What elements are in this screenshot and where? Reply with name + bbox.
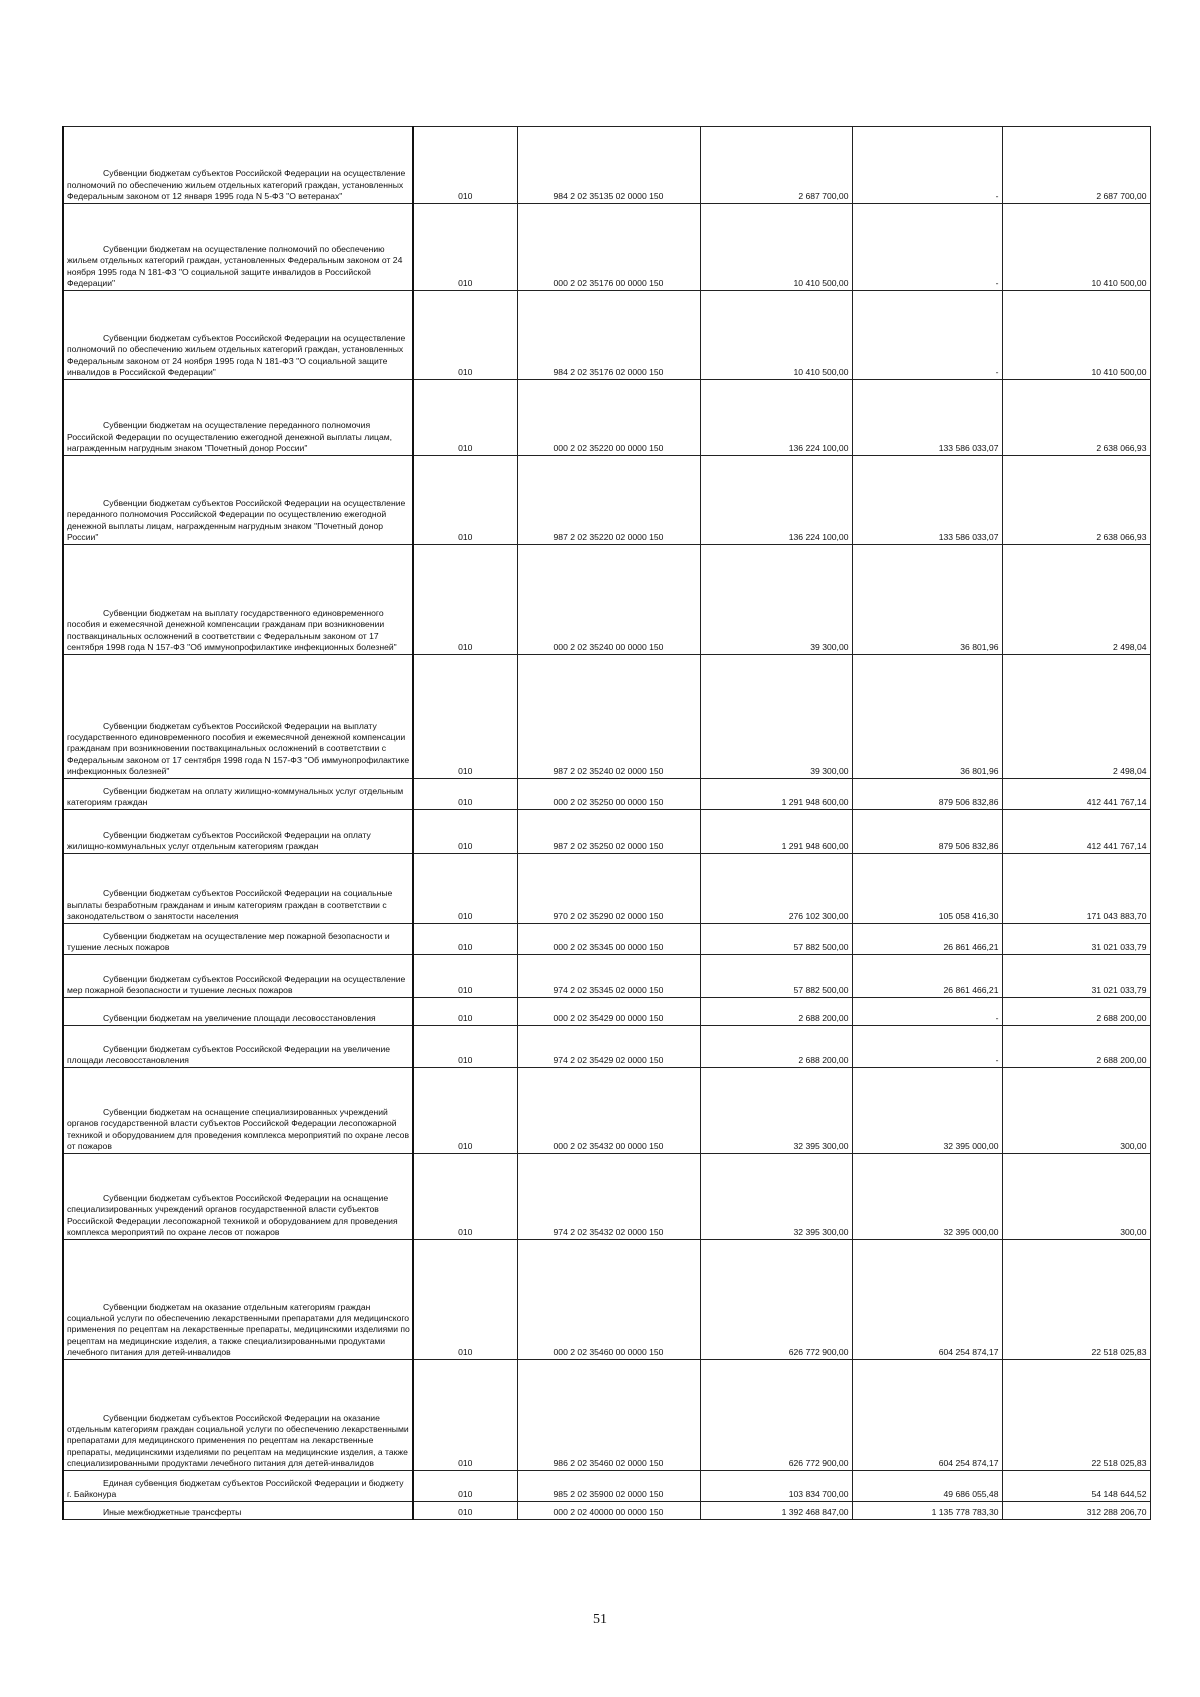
row-kbk: 000 2 02 35240 00 0000 150 [517, 545, 700, 655]
row-kbk: 000 2 02 35432 00 0000 150 [517, 1068, 700, 1154]
row-name-text: Субвенции бюджетам субъектов Российской Федерации на осуществление полномочий по обеспечению жильем отдельных категорий граждан, установленных Федеральным законом от 12 января 1995 года N 5-ФЗ "О ветеранах" [67, 168, 406, 201]
row-kbk: 000 2 02 35220 00 0000 150 [517, 380, 700, 456]
row-unexecuted: 22 518 025,83 [1002, 1360, 1150, 1471]
row-executed: - [852, 1026, 1002, 1068]
table-row [63, 998, 1150, 1026]
table-row [63, 924, 1150, 955]
row-code: 010 [413, 204, 517, 291]
row-unexecuted: 10 410 500,00 [1002, 204, 1150, 291]
table-row [63, 955, 1150, 998]
row-kbk: 986 2 02 35460 02 0000 150 [517, 1360, 700, 1471]
row-name [63, 1068, 413, 1154]
row-executed: - [852, 127, 1002, 204]
row-name-text: Субвенции бюджетам на увеличение площади лесовосстановления [103, 1012, 376, 1023]
row-unexecuted: 2 498,04 [1002, 655, 1150, 779]
row-code: 010 [413, 1360, 517, 1471]
table-row [63, 1360, 1150, 1471]
row-executed: 133 586 033,07 [852, 456, 1002, 545]
row-kbk: 000 2 02 35460 00 0000 150 [517, 1240, 700, 1360]
row-code: 010 [413, 779, 517, 810]
row-code: 010 [413, 924, 517, 955]
row-approved: 2 688 200,00 [700, 998, 852, 1026]
table-row [63, 291, 1150, 380]
row-executed: 36 801,96 [852, 655, 1002, 779]
row-code: 010 [413, 854, 517, 924]
page-number: 51 [593, 1612, 607, 1627]
row-code: 010 [413, 291, 517, 380]
row-name-text: Субвенции бюджетам на оказание отдельным категориям граждан социальной услуги по обеспечению лекарственными препаратами для медицинского применения по рецептам на лекарственные препараты, медицинскими изделиями по рецептам на медицинские изделия, а также специализированными продуктами лечебного питания для детей-инвалидов [67, 1301, 410, 1357]
row-approved: 1 291 948 600,00 [700, 779, 852, 810]
row-name-text: Субвенции бюджетам субъектов Российской Федерации на осуществление полномочий по обеспечению жильем отдельных категорий граждан, установленных Федеральным законом от 24 ноября 1995 года N 181-ФЗ "О социальной защите инвалидов в Российской Федерации" [67, 333, 406, 377]
row-name [63, 810, 413, 854]
table-row [63, 854, 1150, 924]
row-executed: 32 395 000,00 [852, 1154, 1002, 1240]
row-unexecuted: 2 638 066,93 [1002, 456, 1150, 545]
row-unexecuted: 10 410 500,00 [1002, 291, 1150, 380]
row-code: 010 [413, 998, 517, 1026]
table-row [63, 204, 1150, 291]
row-approved: 1 392 468 847,00 [700, 1502, 852, 1520]
row-approved: 32 395 300,00 [700, 1068, 852, 1154]
row-code: 010 [413, 810, 517, 854]
row-unexecuted: 300,00 [1002, 1068, 1150, 1154]
row-approved: 57 882 500,00 [700, 924, 852, 955]
row-executed: - [852, 291, 1002, 380]
row-kbk: 970 2 02 35290 02 0000 150 [517, 854, 700, 924]
row-name [63, 955, 413, 998]
row-approved: 136 224 100,00 [700, 456, 852, 545]
row-executed: 49 686 055,48 [852, 1471, 1002, 1502]
row-name [63, 998, 413, 1026]
row-name [63, 380, 413, 456]
row-name [63, 545, 413, 655]
row-code: 010 [413, 1068, 517, 1154]
row-approved: 10 410 500,00 [700, 204, 852, 291]
row-kbk: 974 2 02 35429 02 0000 150 [517, 1026, 700, 1068]
row-approved: 103 834 700,00 [700, 1471, 852, 1502]
row-executed: 604 254 874,17 [852, 1240, 1002, 1360]
row-name-text: Субвенции бюджетам на осуществление переданного полномочия Российской Федерации по осуществлению ежегодной денежной выплаты лицам, награжденным нагрудным знаком "Почетный донор России" [67, 420, 393, 453]
row-kbk: 000 2 02 35250 00 0000 150 [517, 779, 700, 810]
table-row [63, 456, 1150, 545]
row-approved: 626 772 900,00 [700, 1240, 852, 1360]
row-unexecuted: 2 688 200,00 [1002, 1026, 1150, 1068]
table-row [63, 1471, 1150, 1502]
row-kbk: 974 2 02 35432 02 0000 150 [517, 1154, 700, 1240]
table-row [63, 655, 1150, 779]
row-approved: 276 102 300,00 [700, 854, 852, 924]
row-unexecuted: 2 687 700,00 [1002, 127, 1150, 204]
row-kbk: 984 2 02 35135 02 0000 150 [517, 127, 700, 204]
row-executed: 604 254 874,17 [852, 1360, 1002, 1471]
row-kbk: 000 2 02 35429 00 0000 150 [517, 998, 700, 1026]
row-name [63, 1026, 413, 1068]
row-executed: - [852, 204, 1002, 291]
row-code: 010 [413, 655, 517, 779]
row-executed: 879 506 832,86 [852, 810, 1002, 854]
row-name-text: Иные межбюджетные трансферты [103, 1506, 242, 1517]
row-name-text: Субвенции бюджетам субъектов Российской Федерации на осуществление переданного полномочия Российской Федерации по осуществлению ежегодной денежной выплаты лицам, награжденным нагрудным знаком "Почетный донор России" [67, 498, 406, 542]
row-executed: 26 861 466,21 [852, 955, 1002, 998]
budget-table-body [63, 127, 1150, 1520]
row-name-text: Субвенции бюджетам на оплату жилищно-коммунальных услуг отдельным категориям граждан [67, 785, 404, 807]
row-code: 010 [413, 1471, 517, 1502]
row-name-text: Субвенции бюджетам субъектов Российской Федерации на социальные выплаты безработным гражданам и иным категориям граждан в соответствии с законодательством о занятости населения [67, 888, 393, 921]
row-executed: - [852, 998, 1002, 1026]
row-name [63, 456, 413, 545]
row-executed: 1 135 778 783,30 [852, 1502, 1002, 1520]
table-row [63, 1068, 1150, 1154]
row-code: 010 [413, 1026, 517, 1068]
row-unexecuted: 312 288 206,70 [1002, 1502, 1150, 1520]
row-executed: 133 586 033,07 [852, 380, 1002, 456]
row-approved: 2 687 700,00 [700, 127, 852, 204]
row-name [63, 1502, 413, 1520]
row-kbk: 987 2 02 35220 02 0000 150 [517, 456, 700, 545]
table-row [63, 545, 1150, 655]
row-approved: 1 291 948 600,00 [700, 810, 852, 854]
row-unexecuted: 31 021 033,79 [1002, 924, 1150, 955]
row-executed: 105 058 416,30 [852, 854, 1002, 924]
row-approved: 136 224 100,00 [700, 380, 852, 456]
row-kbk: 984 2 02 35176 02 0000 150 [517, 291, 700, 380]
row-approved: 10 410 500,00 [700, 291, 852, 380]
table-row [63, 1502, 1150, 1520]
row-name [63, 924, 413, 955]
table-row [63, 1240, 1150, 1360]
row-executed: 32 395 000,00 [852, 1068, 1002, 1154]
row-unexecuted: 2 498,04 [1002, 545, 1150, 655]
row-name [63, 1360, 413, 1471]
row-name-text: Субвенции бюджетам субъектов Российской Федерации на выплату государственного единовременного пособия и ежемесячной денежной компенсации гражданам при возникновении поствакцинальных осложнений в соответствии с Федеральным законом от 17 сентября 1998 года N 157-ФЗ "Об иммунопрофилактике инфекционных болезней" [67, 720, 410, 776]
row-name [63, 204, 413, 291]
row-code: 010 [413, 955, 517, 998]
row-approved: 57 882 500,00 [700, 955, 852, 998]
row-unexecuted: 31 021 033,79 [1002, 955, 1150, 998]
row-kbk: 987 2 02 35240 02 0000 150 [517, 655, 700, 779]
row-approved: 32 395 300,00 [700, 1154, 852, 1240]
row-code: 010 [413, 1154, 517, 1240]
row-kbk: 974 2 02 35345 02 0000 150 [517, 955, 700, 998]
row-kbk: 000 2 02 35176 00 0000 150 [517, 204, 700, 291]
row-kbk: 000 2 02 40000 00 0000 150 [517, 1502, 700, 1520]
row-name [63, 854, 413, 924]
table-row [63, 127, 1150, 204]
row-approved: 626 772 900,00 [700, 1360, 852, 1471]
row-approved: 39 300,00 [700, 545, 852, 655]
row-executed: 879 506 832,86 [852, 779, 1002, 810]
row-unexecuted: 412 441 767,14 [1002, 779, 1150, 810]
row-name [63, 1154, 413, 1240]
row-name-text: Субвенции бюджетам субъектов Российской Федерации на оплату жилищно-коммунальных услуг отдельным категориям граждан [67, 829, 371, 851]
row-name-text: Субвенции бюджетам субъектов Российской Федерации на увеличение площади лесовосстановления [67, 1043, 391, 1065]
row-name [63, 655, 413, 779]
table-row [63, 1026, 1150, 1068]
row-name [63, 291, 413, 380]
row-kbk: 985 2 02 35900 02 0000 150 [517, 1471, 700, 1502]
row-unexecuted: 171 043 883,70 [1002, 854, 1150, 924]
row-unexecuted: 412 441 767,14 [1002, 810, 1150, 854]
row-unexecuted: 2 638 066,93 [1002, 380, 1150, 456]
row-approved: 2 688 200,00 [700, 1026, 852, 1068]
report-sheet [62, 126, 1149, 1520]
row-unexecuted: 54 148 644,52 [1002, 1471, 1150, 1502]
row-name [63, 1240, 413, 1360]
row-code: 010 [413, 545, 517, 655]
row-name-text: Субвенции бюджетам субъектов Российской Федерации на оказание отдельным категориям граждан социальной услуги по обеспечению лекарственными препаратами для медицинского применения по рецептам на лекарственные препараты, медицинскими изделиями по рецептам на медицинские изделия, а также специализированными продуктами лечебного питания для детей-инвалидов [67, 1412, 409, 1468]
row-name [63, 779, 413, 810]
row-code: 010 [413, 127, 517, 204]
row-name [63, 1471, 413, 1502]
row-kbk: 000 2 02 35345 00 0000 150 [517, 924, 700, 955]
row-name-text: Субвенции бюджетам на осуществление мер пожарной безопасности и тушение лесных пожаров [67, 930, 390, 952]
row-unexecuted: 2 688 200,00 [1002, 998, 1150, 1026]
row-code: 010 [413, 1502, 517, 1520]
row-name-text: Субвенции бюджетам субъектов Российской Федерации на осуществление мер пожарной безопасности и тушение лесных пожаров [67, 973, 406, 995]
row-code: 010 [413, 1240, 517, 1360]
row-kbk: 987 2 02 35250 02 0000 150 [517, 810, 700, 854]
row-unexecuted: 300,00 [1002, 1154, 1150, 1240]
table-row [63, 779, 1150, 810]
row-name-text: Субвенции бюджетам на оснащение специализированных учреждений органов государственной власти субъектов Российской Федерации лесопожарной техникой и оборудованием для проведения комплекса мероприятий по охране лесов от пожаров [67, 1107, 410, 1151]
row-unexecuted: 22 518 025,83 [1002, 1240, 1150, 1360]
table-row [63, 380, 1150, 456]
budget-table [62, 126, 1151, 1520]
row-approved: 39 300,00 [700, 655, 852, 779]
table-row [63, 810, 1150, 854]
row-executed: 36 801,96 [852, 545, 1002, 655]
row-code: 010 [413, 456, 517, 545]
table-row [63, 1154, 1150, 1240]
row-name-text: Субвенции бюджетам на выплату государственного единовременного пособия и ежемесячной денежной компенсации гражданам при возникновении поствакцинальных осложнений в соответствии с Федеральным законом от 17 сентября 1998 года N 157-ФЗ "Об иммунопрофилактике инфекционных болезней" [67, 608, 397, 652]
row-name [63, 127, 413, 204]
row-code: 010 [413, 380, 517, 456]
row-name-text: Субвенции бюджетам субъектов Российской Федерации на оснащение специализированных учреждений органов государственной власти субъектов Российской Федерации лесопожарной техникой и оборудованием для проведения комплекса мероприятий по охране лесов от пожаров [67, 1193, 398, 1237]
row-executed: 26 861 466,21 [852, 924, 1002, 955]
row-name-text: Единая субвенция бюджетам субъектов Российской Федерации и бюджету г. Байконура [67, 1477, 404, 1499]
row-name-text: Субвенции бюджетам на осуществление полномочий по обеспечению жильем отдельных категорий граждан, установленных Федеральным законом от 24 ноября 1995 года N 181-ФЗ "О социальной защите инвалидов в Российской Федерации" [67, 244, 403, 288]
